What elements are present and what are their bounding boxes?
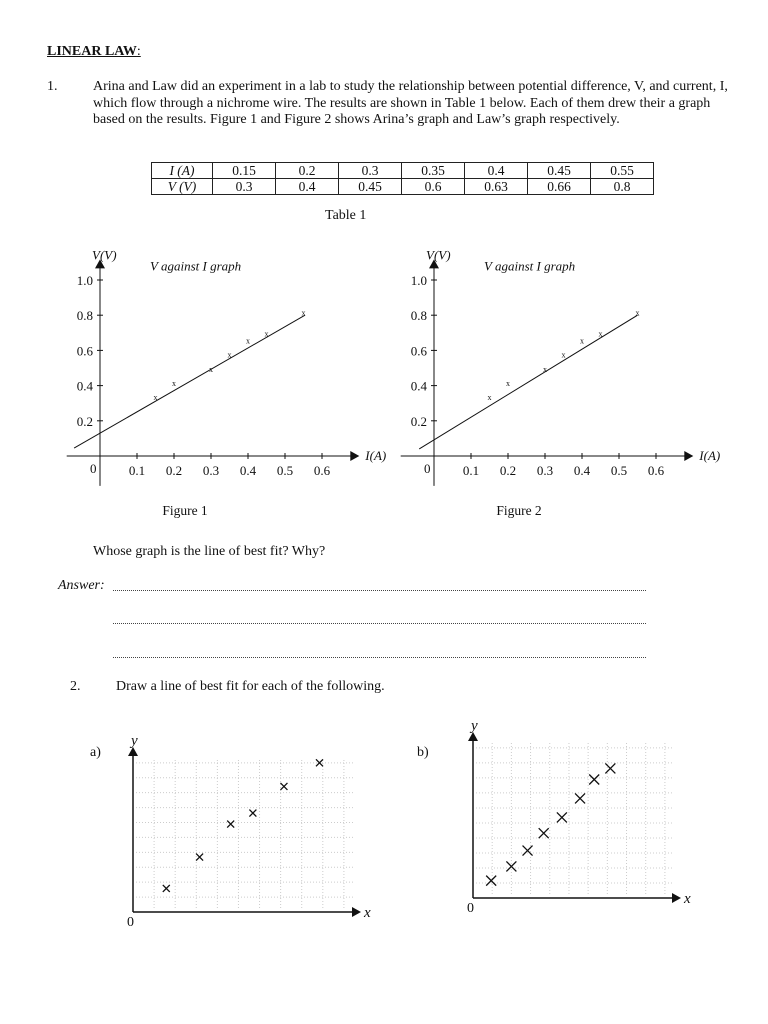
y-tick-label: 0.2 [76, 413, 93, 429]
y-tick-label: 0.4 [76, 378, 93, 394]
figure-caption: Figure 2 [496, 503, 542, 518]
x-tick-label: 0.1 [128, 463, 146, 478]
figure-caption: Figure 1 [162, 503, 208, 518]
x-tick-label: 0.2 [499, 463, 517, 478]
y-axis-label: y [131, 733, 138, 749]
data-point: x [635, 308, 640, 318]
x-axis-arrow [672, 893, 681, 903]
data-point [523, 846, 533, 856]
data-point: x [227, 350, 232, 360]
table-cell: 0.3 [339, 163, 402, 179]
answer-label: Answer: [58, 578, 105, 593]
question-1-prompt: Whose graph is the line of best fit? Why? [93, 544, 326, 559]
question-1-text: Arina and Law did an experiment in a lab to study the relationship between potential difference, V, and current, I, which flow through a nichrome wire. The results are shown in Table 1 below. Each of them drew their a graph based on the results. Figure 1 and Figure 2 shows Arina’s graph and Law’s graph respectively. [93, 79, 728, 127]
data-point: x [301, 308, 306, 318]
table-cell: 0.6 [402, 179, 465, 195]
x-tick-label: 0.2 [165, 463, 183, 478]
best-fit-line [419, 315, 637, 449]
table-cell: 0.3 [213, 179, 276, 195]
row-header: V (V) [152, 179, 213, 195]
origin-label: 0 [127, 915, 134, 930]
x-tick-label: 0.1 [462, 463, 480, 478]
x-tick-label: 0.4 [573, 463, 591, 478]
part-a-label: a) [90, 745, 101, 760]
y-tick-label: 0.8 [76, 308, 93, 324]
data-point: x [264, 329, 269, 339]
table-cell: 0.55 [591, 163, 654, 179]
question-2-text: Draw a line of best fit for each of the following. [116, 679, 385, 694]
chart-title: V against I graph [150, 258, 242, 274]
x-tick-label: 0.3 [202, 463, 220, 478]
x-tick-label: 0.6 [647, 463, 665, 478]
x-axis-label: x [364, 905, 371, 921]
data-point [163, 885, 170, 892]
x-axis-arrow [352, 907, 361, 917]
y-tick-label: 0.8 [410, 308, 427, 324]
data-point [589, 775, 599, 785]
data-point [227, 821, 234, 828]
y-axis-label: V(V) [426, 247, 451, 263]
x-tick-label: 0.6 [313, 463, 331, 478]
data-point [605, 763, 615, 773]
table-cell: 0.45 [339, 179, 402, 195]
part-b-label: b) [417, 745, 429, 760]
data-point: x [246, 336, 250, 346]
best-fit-line [74, 315, 305, 448]
origin-label: 0 [467, 901, 474, 916]
question-1-number: 1. [47, 79, 58, 94]
table-cell: 0.45 [528, 163, 591, 179]
table-cell: 0.2 [276, 163, 339, 179]
x-tick-label: 0.5 [276, 463, 294, 478]
data-point [486, 876, 496, 886]
data-point [575, 793, 585, 803]
data-point: x [561, 350, 566, 360]
question-2-number: 2. [70, 679, 81, 694]
data-point [539, 828, 549, 838]
table-caption: Table 1 [325, 208, 367, 223]
x-tick-label: 0.5 [610, 463, 628, 478]
table-cell: 0.4 [465, 163, 528, 179]
table-cell: 0.15 [213, 163, 276, 179]
data-point: x [172, 378, 176, 388]
x-tick-label: 0.3 [536, 463, 554, 478]
data-point: x [153, 392, 158, 402]
x-axis-arrow [684, 451, 693, 461]
data-point [557, 812, 567, 822]
data-point: x [580, 336, 584, 346]
data-point [316, 759, 323, 766]
y-tick-label: 1.0 [76, 273, 93, 288]
x-tick-label: 0.4 [239, 463, 257, 478]
origin-label: 0 [90, 461, 97, 476]
table-cell: 0.35 [402, 163, 465, 179]
y-tick-label: 1.0 [410, 273, 427, 288]
x-axis-label: I(A) [699, 448, 721, 463]
x-axis-arrow [350, 451, 359, 461]
y-tick-label: 0.2 [410, 413, 427, 429]
data-point [280, 783, 287, 790]
page-title: LINEAR LAW: [47, 44, 141, 59]
table-cell: 0.8 [591, 179, 654, 195]
data-point [196, 854, 203, 861]
data-point: x [598, 329, 603, 339]
data-point [249, 810, 256, 817]
data-point: x [543, 364, 547, 374]
table-cell: 0.63 [465, 179, 528, 195]
y-tick-label: 0.6 [76, 343, 93, 359]
x-axis-label: I(A) [365, 448, 387, 463]
y-axis-label: V(V) [92, 247, 117, 263]
chart-title: V against I graph [484, 258, 576, 274]
table-cell: 0.4 [276, 179, 339, 195]
y-tick-label: 0.4 [410, 378, 427, 394]
data-point: x [209, 364, 213, 374]
data-point: x [506, 378, 510, 388]
row-header: I (A) [152, 163, 213, 179]
origin-label: 0 [424, 461, 431, 476]
data-point: x [487, 392, 492, 402]
table-cell: 0.66 [528, 179, 591, 195]
y-tick-label: 0.6 [410, 343, 427, 359]
x-axis-label: x [684, 891, 691, 907]
y-axis-label: y [471, 718, 478, 734]
